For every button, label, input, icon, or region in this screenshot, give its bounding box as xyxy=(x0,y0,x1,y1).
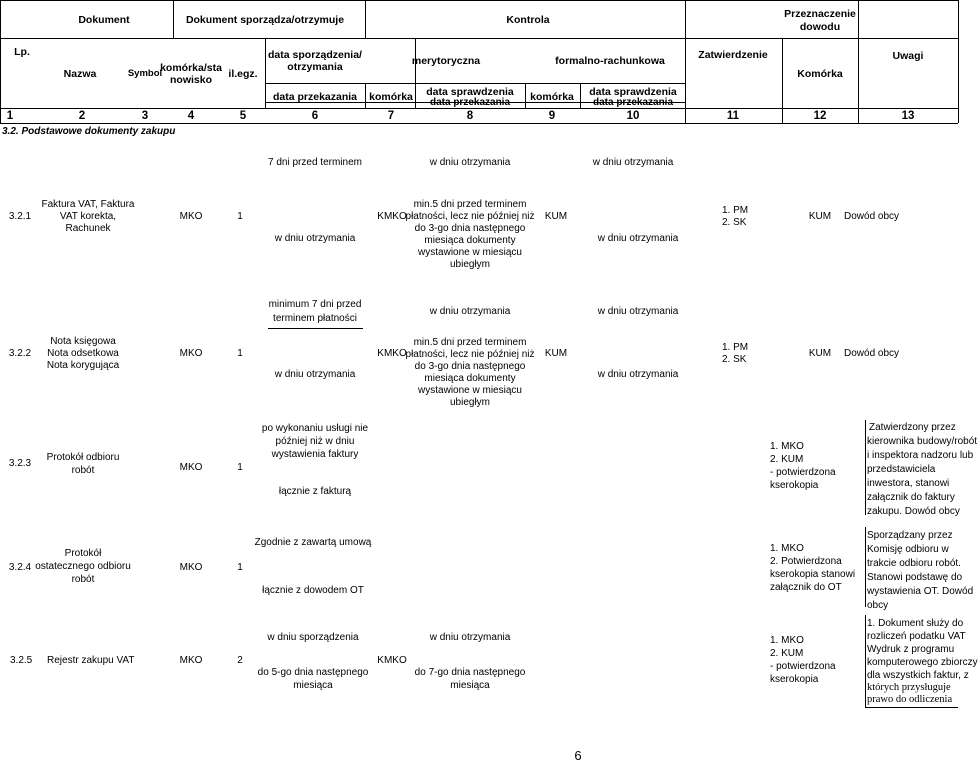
r4-nazwa: Protokół xyxy=(64,548,102,559)
r2-nazwa: Nota korygująca xyxy=(46,360,120,371)
r5-zatw: 2. KUM xyxy=(770,648,804,659)
r3-uwagi: Zatwierdzony przez xyxy=(869,422,956,433)
r1-nazwa: VAT korekta, xyxy=(59,211,117,222)
r1-komorka: MKO xyxy=(179,211,203,222)
r2-top-sporz: minimum 7 dni przed xyxy=(268,299,362,310)
r4-uwagi: Komisję odbioru w xyxy=(867,544,949,555)
r2-top-mer: w dniu otrzymania xyxy=(429,306,511,317)
header-il-egz: il.egz. xyxy=(228,68,258,80)
r3-zatw: - potwierdzona xyxy=(770,467,836,478)
r1-zatw: 1. PM xyxy=(722,205,749,216)
r1-form-przek: w dniu otrzymania xyxy=(597,233,679,244)
r3-zatw: kserokopia xyxy=(770,480,819,491)
r1-komorka7: KMKO xyxy=(377,211,407,222)
r5-lp: 3.2.5 xyxy=(10,655,33,666)
r5-mer2: miesiąca xyxy=(450,680,490,691)
col-number: 8 xyxy=(466,110,474,122)
col-number: 4 xyxy=(187,110,195,122)
r2-komorka7: KMKO xyxy=(377,348,407,359)
r2-mer-line: ubiegłym xyxy=(449,397,491,408)
r5-uwagi: prawo do odliczenia xyxy=(867,694,953,705)
r3-sporz: po wykonaniu usługi nie xyxy=(261,423,369,434)
header-zatwierdzenie: Zatwierdzenie xyxy=(698,49,768,61)
r2-mer-line: płatności, lecz nie później niż xyxy=(405,349,535,360)
r4-sporz: Zgodnie z zawartą umową xyxy=(254,537,372,548)
r4-nazwa: ostatecznego odbioru xyxy=(35,561,131,572)
header-uwagi: Uwagi xyxy=(892,50,924,62)
r4-uwagi: wystawienia OT. Dowód xyxy=(867,586,974,597)
r5-zatw: kserokopia xyxy=(770,674,819,685)
header-merytoryczna: merytoryczna xyxy=(411,55,481,67)
r1-przezn: KUM xyxy=(808,211,832,222)
r2-mer-line: min.5 dni przed terminem xyxy=(413,337,527,348)
r2-nazwa: Nota odsetkowa xyxy=(47,348,119,359)
r1-lp: 3.2.1 xyxy=(8,211,32,222)
r5-uwagi: Wydruk z programu xyxy=(867,644,955,655)
header-data-sporzadzenia-2: otrzymania xyxy=(287,61,343,73)
header-kontrola: Kontrola xyxy=(506,14,550,26)
r2-mer-line: wystawione w miesiącu xyxy=(418,385,522,396)
r4-komorka: MKO xyxy=(179,562,203,573)
r2-zatw: 2. SK xyxy=(722,354,747,365)
r1-mer-line: wystawione w miesiącu xyxy=(418,247,522,258)
r1-mer-line: ubiegłym xyxy=(449,259,491,270)
header-komorka-cap: Komórka xyxy=(797,68,843,80)
header-komorka-sm: komórka xyxy=(369,91,413,103)
section-title: 3.2. Podstawowe dokumenty zakupu xyxy=(2,126,176,137)
col-number: 6 xyxy=(311,110,319,122)
r4-lp: 3.2.4 xyxy=(8,562,32,573)
r4-uwagi: Stanowi podstawę do xyxy=(867,572,963,583)
r3-uwagi: przedstawiciela xyxy=(867,464,936,475)
r2-komorka9: KUM xyxy=(544,348,568,359)
r5-uwagi: rozliczeń podatku VAT xyxy=(867,631,966,642)
r1-data-przek: w dniu otrzymania xyxy=(274,233,356,244)
r4-zatw: załącznik do OT xyxy=(770,582,842,593)
r2-komorka: MKO xyxy=(179,348,203,359)
r4-uwagi: obcy xyxy=(867,600,889,611)
header-data-sprawdzenia-1: data sprawdzenia xyxy=(426,86,514,98)
r3-zatw: 2. KUM xyxy=(770,454,804,465)
r4-zatw: 2. Potwierdzona xyxy=(770,556,842,567)
header-przeznaczenie-1: Przeznaczenie xyxy=(784,8,856,20)
r3-sporz: wystawienia faktury xyxy=(271,449,359,460)
header-data-sporzadzenia-1: data sporządzenia/ xyxy=(268,49,362,61)
r5-mer: w dniu otrzymania xyxy=(429,632,511,643)
r5-il: 2 xyxy=(237,655,243,666)
col-number: 13 xyxy=(901,110,915,122)
r1-top-form: w dniu otrzymania xyxy=(592,157,674,168)
r2-mer-line: do 3-go dnia następnego xyxy=(414,361,526,372)
header-lp: Lp. xyxy=(14,46,30,58)
r5-nazwa: Rejestr zakupu VAT xyxy=(47,655,135,666)
header-data-przekazania: data przekazania xyxy=(272,91,358,103)
r3-nazwa: robót xyxy=(71,465,95,476)
header-formalno: formalno-rachunkowa xyxy=(555,55,665,67)
header-data-sprawdzenia-2: data sprawdzenia xyxy=(589,86,677,98)
r5-uwagi: dla wszystkich faktur, z xyxy=(867,670,969,681)
header-dokument-sporzadza: Dokument sporządza/otrzymuje xyxy=(185,14,345,26)
header-nazwa: Nazwa xyxy=(63,68,97,80)
r3-zatw: 1. MKO xyxy=(770,441,804,452)
r5-mer2: do 7-go dnia następnego xyxy=(414,667,526,678)
r3-uwagi: kierownika budowy/robót xyxy=(867,436,978,447)
r5-uwagi: komputerowego zbiorczy xyxy=(867,657,978,668)
r1-komorka9: KUM xyxy=(544,211,568,222)
r1-mer-line: do 3-go dnia następnego xyxy=(414,223,526,234)
r3-uwagi: inwestora, stanowi xyxy=(867,478,950,489)
r1-top-sporz: 7 dni przed terminem xyxy=(268,157,362,168)
r4-sporz2: łącznie z dowodem OT xyxy=(262,585,364,596)
r1-mer-line: miesiąca dokumenty xyxy=(424,235,516,246)
col-number: 1 xyxy=(6,110,14,122)
r5-uwagi: 1. Dokument służy do xyxy=(867,618,964,629)
page-number: 6 xyxy=(574,748,582,763)
header-dokument: Dokument xyxy=(78,14,130,26)
header-komorka-1: komórka/sta xyxy=(160,62,222,74)
r1-mer-line: min.5 dni przed terminem xyxy=(413,199,527,210)
col-number: 7 xyxy=(387,110,395,122)
r2-przezn: KUM xyxy=(808,348,832,359)
r5-komorka: MKO xyxy=(179,655,203,666)
col-number: 10 xyxy=(626,110,640,122)
r1-uwagi: Dowód obcy xyxy=(844,211,900,222)
col-number: 9 xyxy=(548,110,556,122)
header-data-przekazania-1: data przekazania xyxy=(429,97,511,108)
col-number: 2 xyxy=(78,110,86,122)
r2-data-przek: w dniu otrzymania xyxy=(274,369,356,380)
r4-il: 1 xyxy=(237,562,243,573)
r1-nazwa: Faktura VAT, Faktura xyxy=(41,199,135,210)
r4-uwagi: Sporządzany przez xyxy=(867,530,953,541)
header-komorka-sm-2: komórka xyxy=(530,91,574,103)
r4-zatw: 1. MKO xyxy=(770,543,804,554)
col-number: 11 xyxy=(726,110,740,122)
col-number: 5 xyxy=(239,110,247,122)
r3-komorka: MKO xyxy=(179,462,203,473)
header-symbol: Symbol xyxy=(127,68,163,79)
r3-il: 1 xyxy=(237,462,243,473)
r5-zatw: - potwierdzona xyxy=(770,661,836,672)
r3-sporz2: łącznie z fakturą xyxy=(278,486,352,497)
r1-zatw: 2. SK xyxy=(722,217,747,228)
header-komorka-2: nowisko xyxy=(169,74,213,86)
r4-uwagi: trakcie odbioru robót. xyxy=(867,558,961,569)
r4-zatw: kserokopia stanowi xyxy=(770,569,856,580)
r3-sporz: później niż w dniu xyxy=(275,436,355,447)
r3-uwagi: zakupu. Dowód obcy xyxy=(867,506,960,517)
r5-uwagi: których przysługuje xyxy=(867,682,951,693)
r4-nazwa: robót xyxy=(71,574,95,585)
r2-uwagi: Dowód obcy xyxy=(844,348,900,359)
r3-uwagi: i inspektora nadzoru lub xyxy=(867,450,974,461)
r2-mer-line: miesiąca dokumenty xyxy=(424,373,516,384)
r5-sporz: w dniu sporządzenia xyxy=(267,632,359,643)
header-data-przekazania-2: data przekazania xyxy=(592,97,674,108)
r2-lp: 3.2.2 xyxy=(8,348,32,359)
r5-komorka7: KMKO xyxy=(377,655,407,666)
r5-sporz2: miesiąca xyxy=(293,680,333,691)
r2-top-sporz: terminem płatności xyxy=(273,313,357,324)
r3-uwagi: załącznik do faktury xyxy=(867,492,955,503)
r3-lp: 3.2.3 xyxy=(8,458,32,469)
header-przeznaczenie-2: dowodu xyxy=(799,21,841,33)
r2-zatw: 1. PM xyxy=(722,342,749,353)
r2-nazwa: Nota księgowa xyxy=(50,336,116,347)
r1-mer-line: płatności, lecz nie później niż xyxy=(405,211,535,222)
r3-nazwa: Protokół odbioru xyxy=(46,452,120,463)
col-number: 3 xyxy=(141,110,149,122)
r1-nazwa: Rachunek xyxy=(65,223,111,234)
r2-top-form: w dniu otrzymania xyxy=(597,306,679,317)
r1-top-mer: w dniu otrzymania xyxy=(429,157,511,168)
r2-il: 1 xyxy=(237,348,243,359)
r5-sporz2: do 5-go dnia następnego xyxy=(257,667,369,678)
r2-form-przek: w dniu otrzymania xyxy=(597,369,679,380)
r1-il: 1 xyxy=(237,211,243,222)
r5-zatw: 1. MKO xyxy=(770,635,804,646)
col-number: 12 xyxy=(813,110,827,122)
